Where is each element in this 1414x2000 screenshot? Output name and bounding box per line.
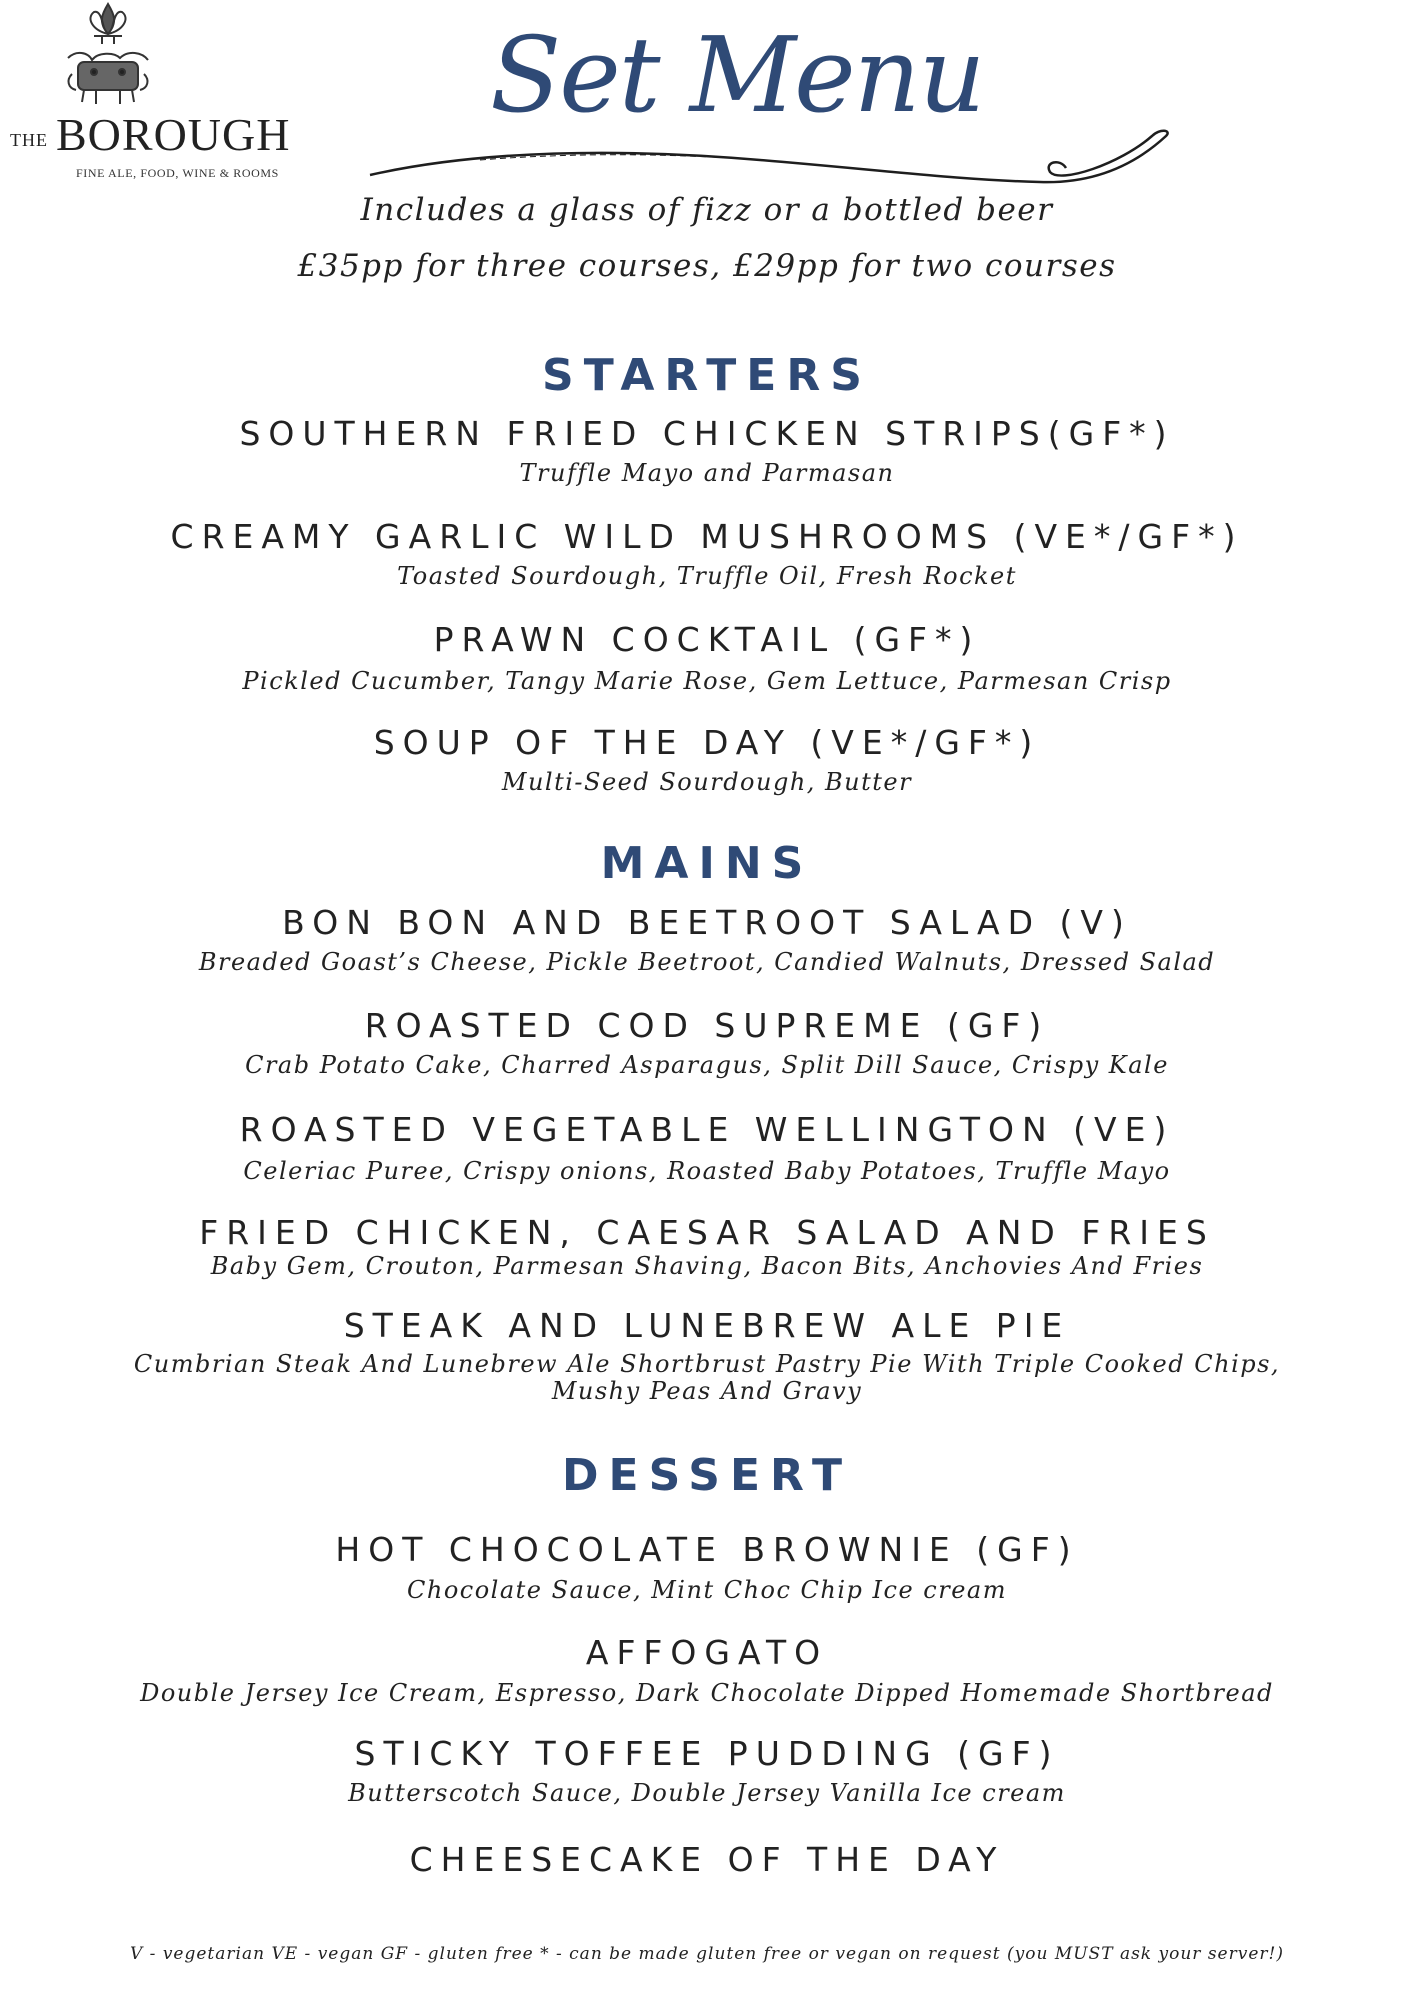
menu-item-description-line-2: Mushy Peas And Gravy xyxy=(551,1377,863,1405)
menu-item-description: Butterscotch Sauce, Double Jersey Vanilla Ice cream xyxy=(348,1779,1066,1807)
menu-item-name: SOUP OF THE DAY (VE*/GF*) xyxy=(373,723,1041,762)
menu-item-description: Truffle Mayo and Parmasan xyxy=(519,459,895,487)
menu-item-name: CHEESECAKE OF THE DAY xyxy=(409,1840,1005,1879)
menu-item-name: BON BON AND BEETROOT SALAD (V) xyxy=(282,903,1132,942)
menu-item-name: STEAK AND LUNEBREW ALE PIE xyxy=(343,1306,1071,1345)
page-title: Set Menu xyxy=(490,14,984,136)
menu-item-name: ROASTED COD SUPREME (GF) xyxy=(364,1006,1050,1045)
intro-line-1: Includes a glass of fizz or a bottled beer xyxy=(360,192,1054,228)
menu-item-name: HOT CHOCOLATE BROWNIE (GF) xyxy=(335,1530,1079,1569)
fleur-de-lis-crest-icon xyxy=(58,0,158,110)
intro-line-2: £35pp for three courses, £29pp for two courses xyxy=(297,248,1117,284)
menu-item-description: Pickled Cucumber, Tangy Marie Rose, Gem Lettuce, Parmesan Crisp xyxy=(242,667,1172,695)
logo-the-text: THE xyxy=(10,130,48,150)
logo-tagline: FINE ALE, FOOD, WINE & ROOMS xyxy=(76,166,279,180)
menu-item-name: STICKY TOFFEE PUDDING (GF) xyxy=(354,1734,1060,1773)
section-heading-mains: MAINS xyxy=(600,838,814,889)
menu-item-description: Double Jersey Ice Cream, Espresso, Dark Chocolate Dipped Homemade Shortbread xyxy=(140,1679,1274,1707)
dietary-key-footer: V - vegetarian VE - vegan GF - gluten free * - can be made gluten free or vegan on request (you MUST ask your server!) xyxy=(130,1944,1284,1964)
menu-item-name: CREAMY GARLIC WILD MUSHROOMS (VE*/GF*) xyxy=(170,517,1244,556)
menu-item-description: Chocolate Sauce, Mint Choc Chip Ice cream xyxy=(407,1576,1007,1604)
menu-item-description: Crab Potato Cake, Charred Asparagus, Split Dill Sauce, Crispy Kale xyxy=(245,1051,1169,1079)
menu-item-name: FRIED CHICKEN, CAESAR SALAD AND FRIES xyxy=(199,1213,1215,1252)
menu-item-description: Breaded Goast’s Cheese, Pickle Beetroot, Candied Walnuts, Dressed Salad xyxy=(198,948,1216,976)
title-flourish-divider xyxy=(360,120,1180,200)
menu-item-description: Toasted Sourdough, Truffle Oil, Fresh Rocket xyxy=(397,562,1017,590)
menu-item-name: ROASTED VEGETABLE WELLINGTON (VE) xyxy=(239,1110,1175,1149)
menu-item-description: Cumbrian Steak And Lunebrew Ale Shortbrust Pastry Pie With Triple Cooked Chips, xyxy=(133,1350,1281,1378)
section-heading-starters: STARTERS xyxy=(542,350,872,401)
menu-item-name: SOUTHERN FRIED CHICKEN STRIPS(GF*) xyxy=(239,414,1175,453)
menu-item-description: Baby Gem, Crouton, Parmesan Shaving, Bacon Bits, Anchovies And Fries xyxy=(210,1252,1204,1280)
logo-name-text: BOROUGH xyxy=(56,109,291,160)
menu-item-name: AFFOGATO xyxy=(585,1633,829,1672)
borough-logo xyxy=(6,0,326,190)
menu-item-name: PRAWN COCKTAIL (GF*) xyxy=(433,620,981,659)
menu-item-description: Celeriac Puree, Crispy onions, Roasted Baby Potatoes, Truffle Mayo xyxy=(243,1157,1171,1185)
menu-item-description: Multi-Seed Sourdough, Butter xyxy=(501,768,913,796)
section-heading-dessert: DESSERT xyxy=(562,1450,852,1501)
